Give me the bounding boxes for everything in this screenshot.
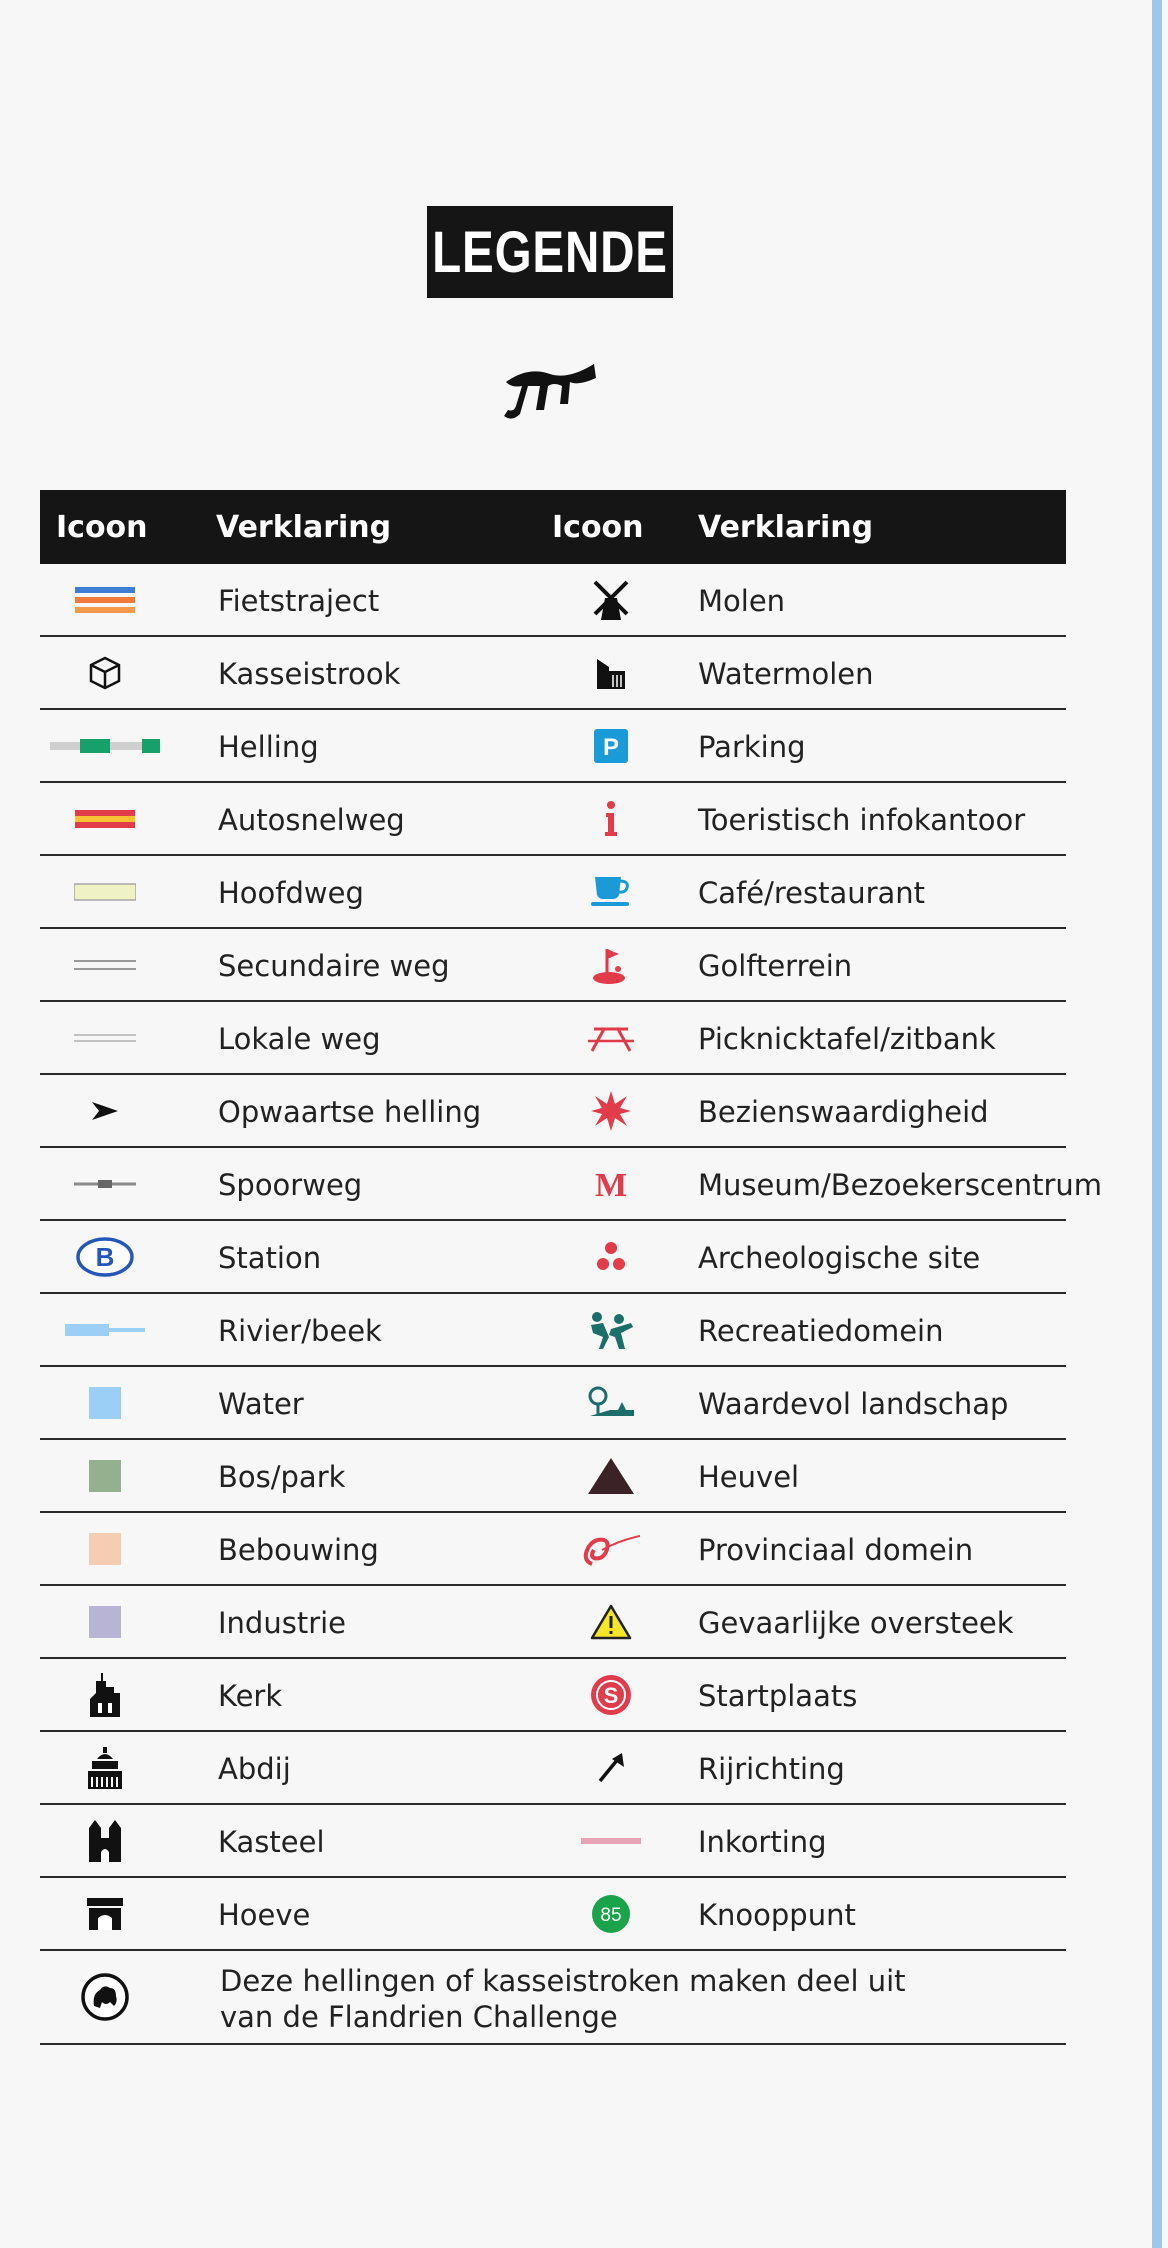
- flandrien-logo-icon: [498, 352, 602, 426]
- farm-icon: [50, 1878, 160, 1949]
- legend-label: Waardevol landschap: [698, 1387, 1009, 1421]
- table-row: [40, 1732, 1066, 1805]
- helling-green-stripe-icon: [50, 710, 160, 781]
- parking-icon: [556, 710, 666, 781]
- direction-arrow-icon: [556, 1732, 666, 1803]
- table-row: [40, 1586, 1066, 1659]
- legend-label: Kasseistrook: [218, 657, 401, 691]
- arrowhead-icon: [50, 1075, 160, 1146]
- museum-m-icon: [556, 1148, 666, 1219]
- watermill-icon: [556, 637, 666, 708]
- station-b-icon: [50, 1221, 160, 1292]
- buildings-swatch-icon: [50, 1513, 160, 1584]
- table-row: [40, 564, 1066, 637]
- star-burst-icon: [556, 1075, 666, 1146]
- flandrien-challenge-text: [220, 1963, 906, 2035]
- legend-label: Archeologische site: [698, 1241, 981, 1275]
- legend-label: Golfterrein: [698, 949, 853, 983]
- legend-label: Bezienswaardigheid: [698, 1095, 989, 1129]
- legend-label: Hoeve: [218, 1898, 311, 1932]
- legend-label: Fietstraject: [218, 584, 380, 618]
- fietstraject-stripes-icon: [50, 564, 160, 635]
- legend-label: Heuvel: [698, 1460, 800, 1494]
- legend-label: Lokale weg: [218, 1022, 381, 1056]
- cube-icon: [50, 637, 160, 708]
- legend-label: Helling: [218, 730, 319, 764]
- water-swatch-icon: [50, 1367, 160, 1438]
- table-row: [40, 1513, 1066, 1586]
- legend-label: Hoofdweg: [218, 876, 364, 910]
- forest-swatch-icon: [50, 1440, 160, 1511]
- legend-label: Rivier/beek: [218, 1314, 382, 1348]
- table-row: [40, 856, 1066, 929]
- legend-label: Inkorting: [698, 1825, 827, 1859]
- church-icon: [50, 1659, 160, 1730]
- landscape-icon: [556, 1367, 666, 1438]
- table-row: [40, 1002, 1066, 1075]
- table-row: [40, 1148, 1103, 1221]
- three-dots-icon: [556, 1221, 666, 1292]
- table-row: [40, 1878, 1066, 1951]
- node-85-icon: [556, 1878, 666, 1949]
- page-edge-stripe: [1152, 0, 1162, 2248]
- legend-label: Watermolen: [698, 657, 874, 691]
- table-row: [40, 1294, 1066, 1367]
- legend-label: Industrie: [218, 1606, 347, 1640]
- legend-label: Knooppunt: [698, 1898, 856, 1932]
- golf-flag-icon: [556, 929, 666, 1000]
- legend-label: Water: [218, 1387, 304, 1421]
- river-icon: [50, 1294, 160, 1365]
- flandrien-text-line-1: Deze hellingen of kasseistroken maken deel uit: [220, 1964, 906, 1998]
- legend-label: Abdij: [218, 1752, 291, 1786]
- lokale-weg-icon: [50, 1002, 160, 1073]
- legend-label: Bebouwing: [218, 1533, 379, 1567]
- legend-label: Gevaarlijke oversteek: [698, 1606, 1014, 1640]
- table-row: [40, 929, 1066, 1002]
- industry-swatch-icon: [50, 1586, 160, 1657]
- hill-triangle-icon: [556, 1440, 666, 1511]
- legend-label: Picknicktafel/zitbank: [698, 1022, 996, 1056]
- node-number: 85: [600, 1904, 622, 1926]
- legend-label: Rijrichting: [698, 1752, 845, 1786]
- picnic-table-icon: [556, 1002, 666, 1073]
- info-icon: [556, 783, 666, 854]
- legend-label: Café/restaurant: [698, 876, 926, 910]
- flandrien-challenge-row: [40, 1951, 1066, 2045]
- svg-text:M: M: [594, 1166, 628, 1201]
- legend-table: [40, 490, 1103, 2045]
- svg-text:P: P: [602, 733, 620, 761]
- warning-triangle-icon: [556, 1586, 666, 1657]
- abbey-icon: [50, 1732, 160, 1803]
- table-row: [40, 1659, 1066, 1732]
- start-s-icon: [556, 1659, 666, 1730]
- secundaire-weg-icon: [50, 929, 160, 1000]
- table-header: [40, 490, 1066, 564]
- castle-icon: [50, 1805, 160, 1876]
- legend-label: Station: [218, 1241, 322, 1275]
- shortcut-line-icon: [556, 1805, 666, 1876]
- legend-label: Toeristisch infokantoor: [698, 803, 1026, 837]
- coffee-cup-icon: [556, 856, 666, 927]
- header-icon-col-1: Icoon: [56, 510, 148, 545]
- header-icon-col-2: Icoon: [552, 510, 644, 545]
- flandrien-lion-icon: [50, 1951, 160, 2043]
- header-desc-col-1: Verklaring: [216, 510, 392, 545]
- windmill-icon: [556, 564, 666, 635]
- recreation-icon: [556, 1294, 666, 1365]
- legend-label: Molen: [698, 584, 786, 618]
- table-row: [40, 1805, 1066, 1878]
- legend-label: Kasteel: [218, 1825, 325, 1859]
- table-row: [40, 783, 1066, 856]
- svg-text:B: B: [95, 1241, 115, 1272]
- svg-text:S: S: [603, 1682, 619, 1708]
- legend-label: Spoorweg: [218, 1168, 363, 1202]
- flandrien-text-line-2: van de Flandrien Challenge: [220, 2000, 618, 2034]
- legend-label: Provinciaal domein: [698, 1533, 974, 1567]
- table-row: [40, 1221, 1066, 1294]
- table-row: [40, 1075, 1066, 1148]
- hoofdweg-stripe-icon: [50, 856, 160, 927]
- legend-label: Parking: [698, 730, 806, 764]
- legend-label: Bos/park: [218, 1460, 346, 1494]
- table-row: [40, 1440, 1066, 1513]
- legend-label: Startplaats: [698, 1679, 858, 1713]
- autosnelweg-stripe-icon: [50, 783, 160, 854]
- legend-label: Autosnelweg: [218, 803, 405, 837]
- header-desc-col-2: Verklaring: [698, 510, 874, 545]
- legend-label: Kerk: [218, 1679, 283, 1713]
- provincial-domain-icon: [556, 1513, 666, 1584]
- page-title: LEGENDE: [427, 206, 673, 298]
- table-row: [40, 1367, 1066, 1440]
- legend-label: Secundaire weg: [218, 949, 450, 983]
- legend-label: Recreatiedomein: [698, 1314, 944, 1348]
- table-row: [40, 710, 1066, 783]
- legend-label: Museum/Bezoekerscentrum: [698, 1168, 1103, 1202]
- legend-label: Opwaartse helling: [218, 1095, 482, 1129]
- railway-icon: [50, 1148, 160, 1219]
- table-row: [40, 637, 1066, 710]
